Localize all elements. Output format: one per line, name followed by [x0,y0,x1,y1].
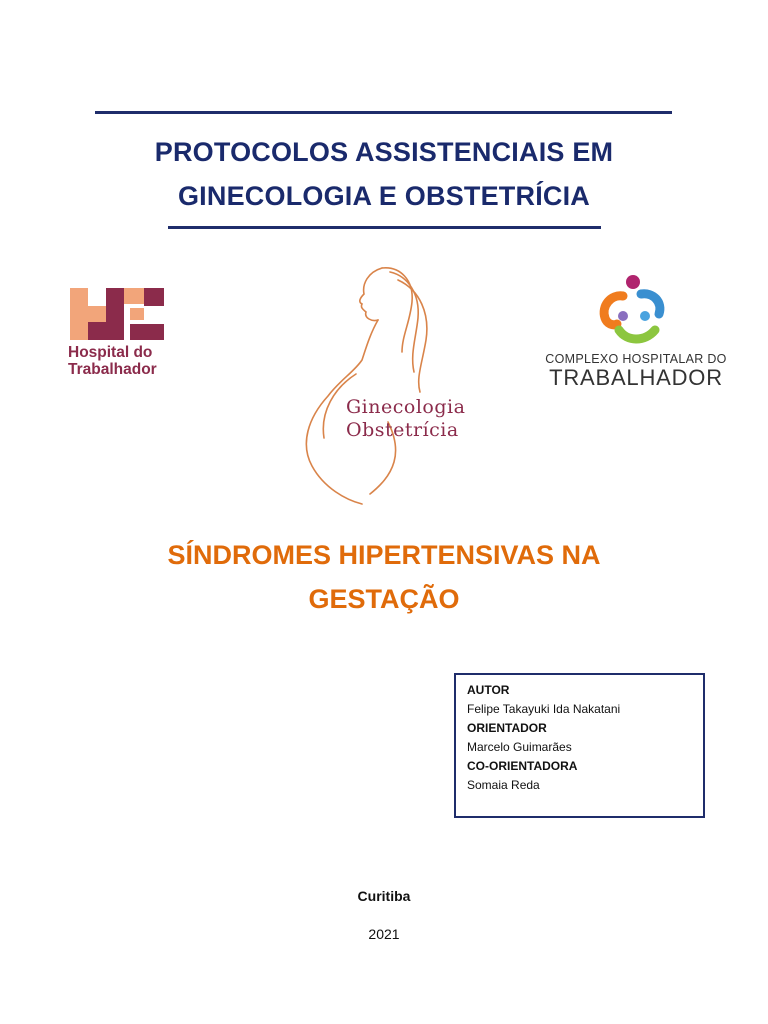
year: 2021 [368,926,400,942]
coadvisor-label: CO-ORIENTADORA [467,759,578,773]
top-rule [95,111,672,114]
ginecologia-obstetricia-logo [290,262,490,507]
complexo-hospitalar-logo [541,272,731,392]
document-title [0,130,768,218]
title-line-1: PROTOCOLOS ASSISTENCIAIS EM [154,137,614,167]
title-line-2: GINECOLOGIA E OBSTETRÍCIA [177,181,591,211]
hospital-logo-line-2: Trabalhador [68,361,157,378]
city: Curitiba [357,888,411,904]
bottom-rule [168,226,601,229]
coadvisor-name: Somaia Reda [467,778,540,792]
hospital-do-trabalhador-logo-icon [68,286,168,342]
hospital-logo-line-1: Hospital do [68,344,153,361]
subtitle-line-1: SÍNDROMES HIPERTENSIVAS NA [167,540,601,570]
gineco-logo-line-2: Obstetrícia [346,419,459,441]
credits-box [454,673,705,818]
subtitle-line-2: GESTAÇÃO [308,584,460,614]
protocol-subtitle [0,533,768,621]
hospital-do-trabalhador-logo [68,286,178,386]
advisor-name: Marcelo Guimarães [467,740,572,754]
complexo-logo-line-2: TRABALHADOR [549,365,723,390]
people-circle-logo-icon [541,272,731,350]
author-label: AUTOR [467,683,510,697]
hospital-logo-text [68,344,157,378]
pregnant-woman-silhouette-icon [290,262,490,507]
complexo-logo-line-1: COMPLEXO HOSPITALAR DO [545,352,727,366]
author-name: Felipe Takayuki Ida Nakatani [467,702,621,716]
gineco-logo-line-1: Ginecologia [346,396,466,418]
advisor-label: ORIENTADOR [467,721,547,735]
